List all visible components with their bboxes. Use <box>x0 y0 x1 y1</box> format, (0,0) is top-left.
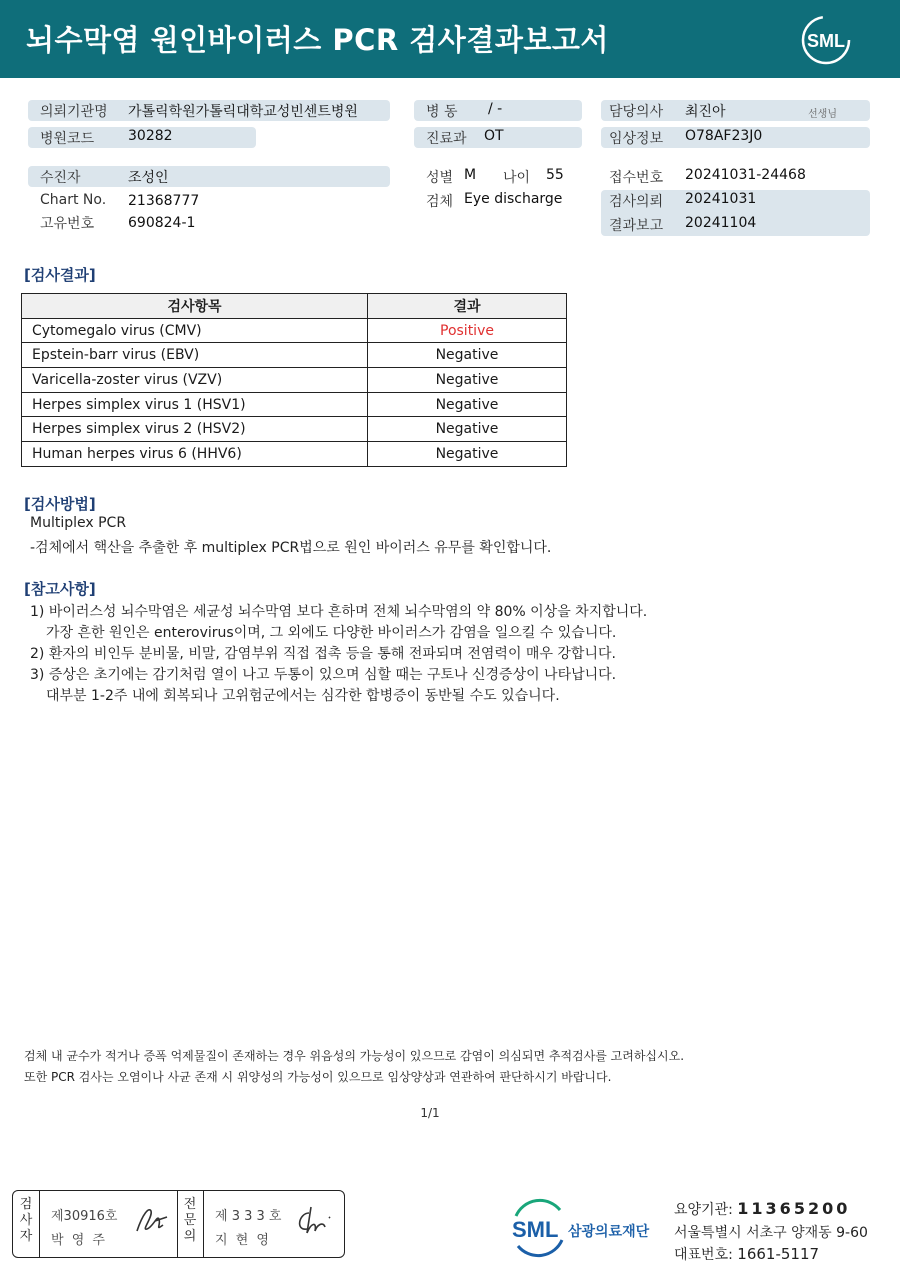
footer-phone <box>674 1244 819 1264</box>
specialist-label <box>181 1197 199 1245</box>
report-title: 뇌수막염 원인바이러스 PCR 검사결과보고서 <box>26 23 609 57</box>
institution-code <box>674 1199 850 1219</box>
note-line-1: 1) 바이러스성 뇌수막염은 세균성 뇌수막염 보다 흔하며 전체 뇌수막염의 약 80% 이상을 차지합니다. <box>30 604 648 620</box>
test-item: Human herpes virus 6 (HHV6) <box>22 442 368 467</box>
test-result: Negative <box>368 442 567 467</box>
tester-number: 제30916호 <box>51 1209 118 1224</box>
sml-logo-icon <box>800 14 852 66</box>
ward-label: 병 동 <box>426 104 458 120</box>
results-header-row <box>22 294 567 319</box>
specialist-signature-icon <box>293 1203 339 1239</box>
header-item: 검사항목 <box>22 294 368 319</box>
ward-value: / - <box>488 101 503 117</box>
test-item: Epstein-barr virus (EBV) <box>22 343 368 368</box>
sex-label: 성별 <box>426 170 454 186</box>
header-result: 결과 <box>368 294 567 319</box>
svg-text:SML: SML <box>512 1217 559 1242</box>
hospital-code-value: 30282 <box>128 128 173 144</box>
institution-code-value: 11365200 <box>737 1199 851 1218</box>
test-item: Herpes simplex virus 2 (HSV2) <box>22 417 368 442</box>
dept-label: 진료과 <box>426 131 467 147</box>
specimen-value: Eye discharge <box>464 191 563 207</box>
results-table <box>21 293 567 467</box>
disclaimer-line-1: 검체 내 균수가 적거나 증폭 억제물질이 존재하는 경우 위음성의 가능성이 있으므로 감염이 의심되면 추적검사를 고려하십시오. <box>24 1049 685 1063</box>
test-result: Negative <box>368 392 567 417</box>
tester-label <box>17 1197 35 1245</box>
sml-footer-logo-icon <box>510 1198 660 1258</box>
receipt-label: 접수번호 <box>609 170 664 186</box>
svg-text:삼광의료재단: 삼광의료재단 <box>568 1224 650 1240</box>
unique-value: 690824-1 <box>128 215 196 231</box>
receipt-value: 20241031-24468 <box>685 167 806 183</box>
table-row <box>22 392 567 417</box>
phone-value: 1661-5117 <box>737 1245 820 1263</box>
report-header <box>0 0 900 78</box>
note-line-2: 가장 흔한 원인은 enterovirus이며, 그 외에도 다양한 바이러스가 감염을 일으킬 수 있습니다. <box>46 625 617 641</box>
patient-bar <box>28 166 390 187</box>
svg-text:SML: SML <box>807 31 845 51</box>
doctor-value: 최진아 <box>685 104 726 120</box>
chart-label: Chart No. <box>40 192 107 208</box>
phone-label: 대표번호: <box>674 1247 733 1263</box>
notes-title: [참고사항] <box>24 580 96 598</box>
doctor-suffix: 선생님 <box>808 109 837 120</box>
test-item: Herpes simplex virus 1 (HSV1) <box>22 392 368 417</box>
dept-value: OT <box>484 128 504 144</box>
report-date-value: 20241104 <box>685 215 757 231</box>
method-line-1: Multiplex PCR <box>30 515 127 531</box>
note-line-4: 3) 증상은 초기에는 감기처럼 열이 나고 두통이 있으며 심할 때는 구토나 신경증상이 나타납니다. <box>30 667 617 683</box>
footer-address: 서울특별시 서초구 양재동 9-60 <box>674 1225 868 1241</box>
tester-name: 박 영 주 <box>51 1233 107 1248</box>
request-value: 20241031 <box>685 191 757 207</box>
hospital-value: 가톨릭학원가톨릭대학교성빈센트병원 <box>128 104 358 120</box>
test-item: Cytomegalo virus (CMV) <box>22 318 368 343</box>
specialist-number: 제 3 3 3 호 <box>215 1209 282 1224</box>
table-row <box>22 343 567 368</box>
note-line-3: 2) 환자의 비인두 분비물, 비말, 감염부위 직접 접촉 등을 통해 전파되며 전염력이 매우 강합니다. <box>30 646 616 662</box>
institution-code-label: 요양기관: <box>674 1202 733 1218</box>
hospital-code-label: 병원코드 <box>40 131 95 147</box>
page-number: 1/1 <box>420 1106 440 1120</box>
test-item: Varicella-zoster virus (VZV) <box>22 368 368 393</box>
results-title: [검사결과] <box>24 266 96 284</box>
sig-divider-3 <box>203 1191 204 1257</box>
report-date-label: 결과보고 <box>609 218 664 234</box>
sig-divider-1 <box>39 1191 40 1257</box>
disclaimer-line-2: 또한 PCR 검사는 오염이나 사균 존재 시 위양성의 가능성이 있으므로 임상양상과 연관하여 판단하시기 바랍니다. <box>24 1070 612 1084</box>
test-result: Negative <box>368 417 567 442</box>
hospital-label: 의뢰기관명 <box>40 104 108 120</box>
patient-value: 조성인 <box>128 170 169 186</box>
table-row <box>22 417 567 442</box>
sex-value: M <box>464 167 477 183</box>
tester-signature-icon <box>131 1201 175 1241</box>
test-result: Negative <box>368 343 567 368</box>
method-line-2: -검체에서 핵산을 추출한 후 multiplex PCR법으로 원인 바이러스 유무를 확인합니다. <box>30 540 552 556</box>
specialist-label-text: 전문의 <box>183 1197 197 1244</box>
chart-value: 21368777 <box>128 193 200 209</box>
patient-label: 수진자 <box>40 170 81 186</box>
specialist-name: 지 현 영 <box>215 1233 271 1248</box>
clinical-value: O78AF23J0 <box>685 128 763 144</box>
request-label: 검사의뢰 <box>609 194 664 210</box>
tester-label-text: 검사자 <box>19 1197 33 1244</box>
sig-divider-2 <box>177 1191 178 1257</box>
doctor-label: 담당의사 <box>609 104 664 120</box>
age-value: 55 <box>546 167 564 183</box>
specimen-label: 검체 <box>426 194 454 210</box>
test-result: Positive <box>368 318 567 343</box>
test-result: Negative <box>368 368 567 393</box>
table-row <box>22 318 567 343</box>
table-row <box>22 368 567 393</box>
note-line-5: 대부분 1-2주 내에 회복되나 고위험군에서는 심각한 합병증이 동반될 수도 있습니다. <box>46 688 560 704</box>
clinical-label: 임상정보 <box>609 131 664 147</box>
table-row <box>22 442 567 467</box>
unique-label: 고유번호 <box>40 216 95 232</box>
signature-box <box>12 1190 345 1258</box>
age-label: 나이 <box>503 170 531 186</box>
method-title: [검사방법] <box>24 495 96 513</box>
